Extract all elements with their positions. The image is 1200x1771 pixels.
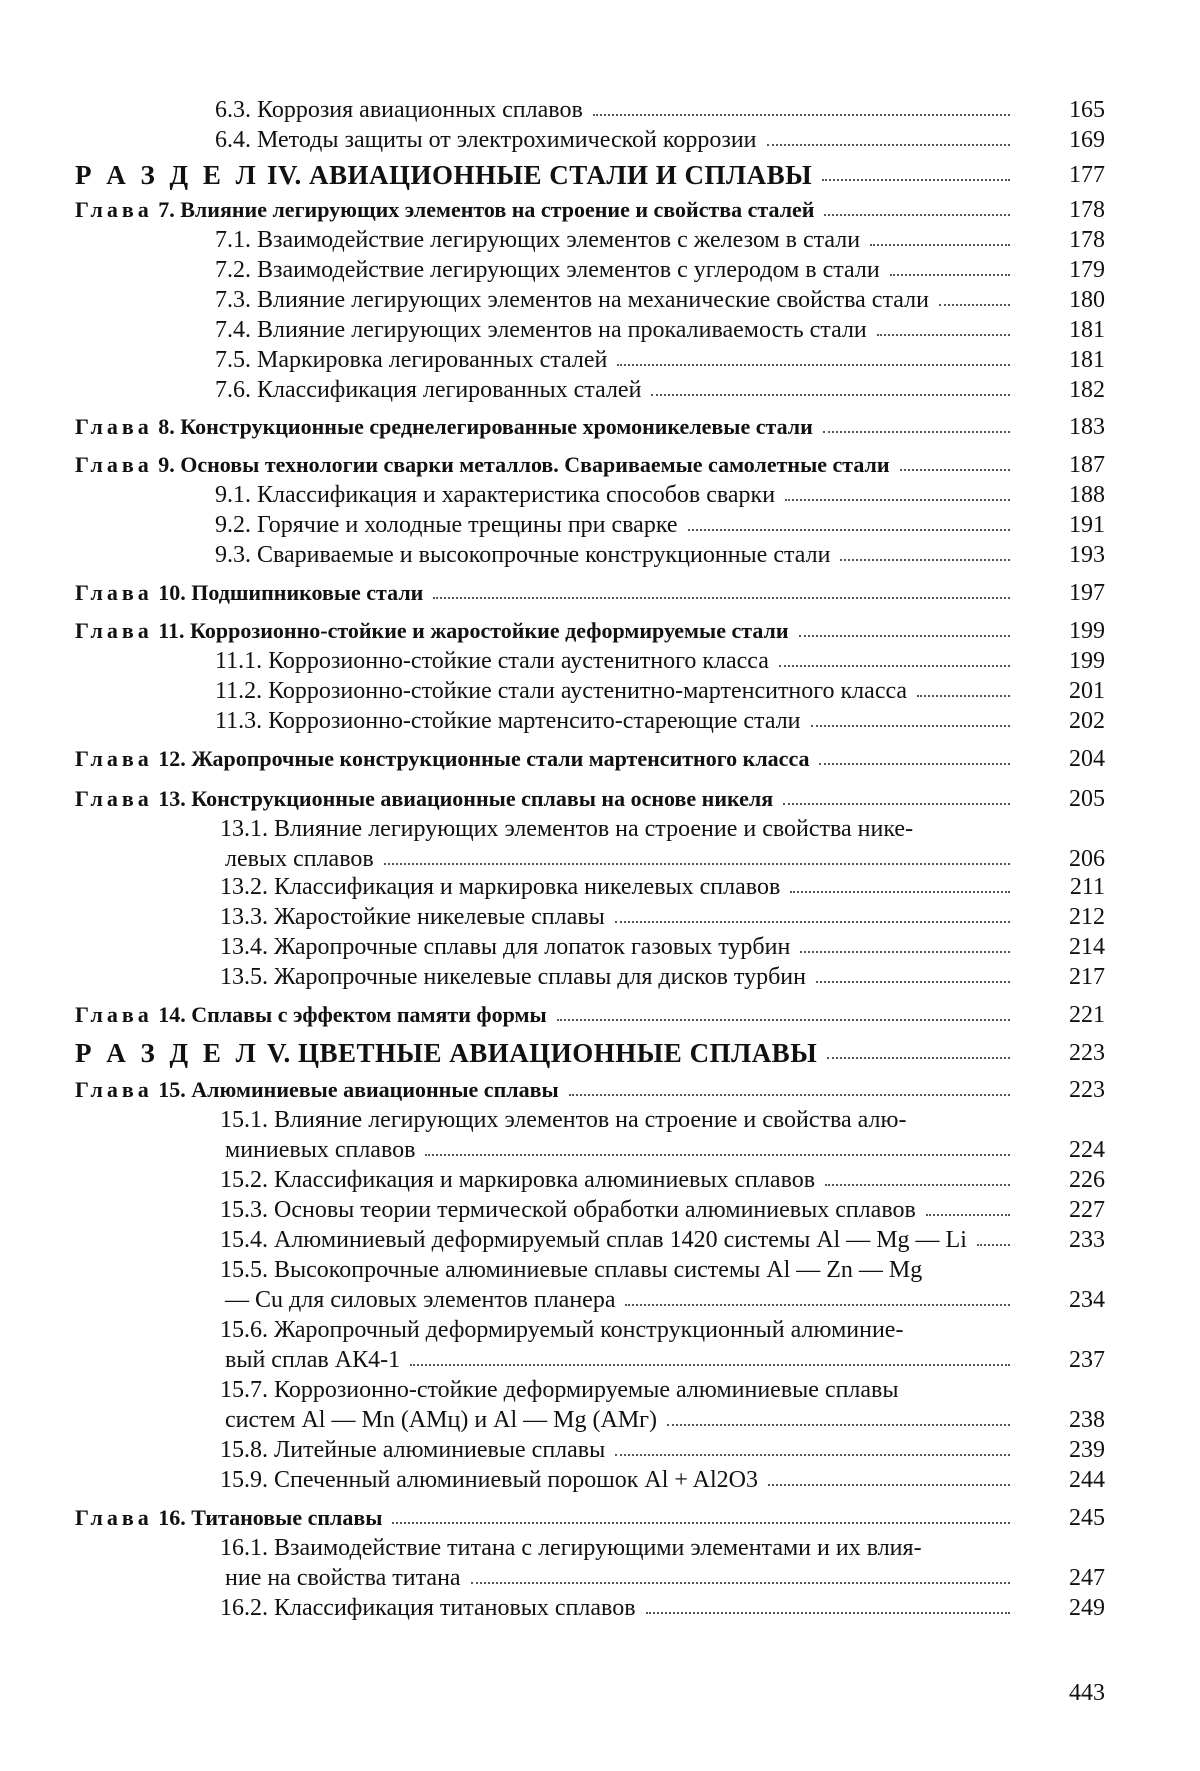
toc-entry-number: 9.2. [215,512,251,538]
toc-entry-text: Классификация титановых сплавов [274,1595,636,1621]
section-label: Р А З Д Е Л [75,160,260,190]
toc-entry[interactable] [0,1225,1200,1255]
toc-entry[interactable] [0,1405,1200,1435]
toc-entry-page: 237 [1069,1347,1105,1373]
dot-leader [811,725,1010,727]
toc-entry-title [75,412,813,442]
toc-entry-page: 181 [1069,317,1105,343]
toc-entry-title [220,1195,916,1225]
dot-leader [900,469,1010,471]
toc-entry-page: 193 [1069,542,1105,568]
toc-entry-text: Влияние легирующих элементов на строение и свойства сталей [180,197,815,222]
toc-entry-page: 214 [1069,934,1105,960]
toc-entry-page: 201 [1069,678,1105,704]
dot-leader [870,244,1010,246]
dot-leader [917,695,1010,697]
toc-entry-page: 238 [1069,1407,1105,1433]
toc-entry[interactable] [0,345,1200,375]
chapter-label: Глава [75,414,153,439]
dot-leader [840,559,1010,561]
toc-entry-number: 7.4. [215,317,251,343]
toc-entry-page: 223 [1069,1077,1105,1103]
dot-leader [593,114,1010,116]
toc-entry[interactable] [0,1255,1200,1285]
toc-entry[interactable] [0,744,1200,774]
dot-leader [926,1214,1010,1216]
toc-entry-text: Титановые сплавы [191,1505,383,1530]
toc-entry-page: 226 [1069,1167,1105,1193]
toc-entry-page: 187 [1069,452,1105,478]
toc-entry-title [225,844,374,874]
dot-leader [471,1582,1010,1584]
toc-entry-text: Горячие и холодные трещины при сварке [257,512,678,538]
dot-leader [790,891,1010,893]
toc-entry[interactable] [0,95,1200,125]
toc-entry-page: 233 [1069,1227,1105,1253]
toc-entry[interactable] [0,1135,1200,1165]
toc-entry-number: IV. [266,160,302,190]
toc-entry-number: 12. [158,746,186,771]
toc-entry-number: 15.8. [220,1437,268,1463]
toc-entry-text: миниевых сплавов [225,1137,416,1163]
toc-entry[interactable] [0,932,1200,962]
toc-entry-page: 178 [1069,197,1105,223]
toc-entry[interactable] [0,902,1200,932]
dot-leader [425,1154,1010,1156]
toc-entry-text: вый сплав АК4-1 [225,1347,401,1373]
toc-entry-title [75,784,773,814]
toc-entry-title [75,578,423,608]
toc-entry-page: 178 [1069,227,1105,253]
toc-entry-text: Классификация легированных сталей [257,377,642,403]
toc-entry-number: 11.2. [215,678,263,704]
toc-entry[interactable] [0,814,1200,844]
toc-entry-title [215,95,583,125]
toc-entry[interactable] [0,510,1200,540]
toc-entry-page: 227 [1069,1197,1105,1223]
toc-entry-page: 245 [1069,1505,1105,1531]
dot-leader [768,1484,1010,1486]
toc-entry-page: 211 [1069,874,1105,900]
toc-entry-page: 179 [1069,257,1105,283]
toc-entry-page: 199 [1069,648,1105,674]
toc-entry[interactable] [0,1315,1200,1345]
toc-entry-title [215,646,769,676]
toc-entry-text: Методы защиты от электрохимической коррозии [257,127,757,153]
dot-leader [783,803,1010,805]
toc-entry-title [75,195,814,225]
toc-entry[interactable] [0,125,1200,155]
toc-entry-title [225,1345,400,1375]
toc-entry-number: 13. [158,786,186,811]
toc-entry[interactable] [0,1465,1200,1495]
toc-entry[interactable] [0,160,1200,190]
toc-entry-title [220,1255,922,1285]
chapter-label: Глава [75,580,153,605]
toc-entry[interactable] [0,1285,1200,1315]
toc-entry-text: Коррозионно-стойкие и жаростойкие деформируемые стали [190,618,789,643]
toc-entry-number: 13.1. [220,816,268,842]
toc-entry-number: 7. [158,197,175,222]
toc-entry-text: Алюминиевые авиационные сплавы [191,1077,559,1102]
toc-entry-title [75,160,812,190]
dot-leader [799,635,1010,637]
toc-entry-text: Основы теории термической обработки алюминиевых сплавов [274,1197,916,1223]
toc-entry-number: 15.5. [220,1257,268,1283]
toc-entry-title [75,450,890,480]
toc-entry-number: 9.3. [215,542,251,568]
toc-entry-title [225,1135,415,1165]
toc-entry-text: Влияние легирующих элементов на механические свойства стали [257,287,929,313]
dot-leader [646,1612,1010,1614]
toc-entry-text: Высокопрочные алюминиевые сплавы системы Al — Zn — Mg [274,1257,923,1283]
toc-entry-title [220,814,913,844]
toc-entry-title [220,1375,899,1405]
toc-entry-text: Классификация и маркировка никелевых сплавов [274,874,781,900]
toc-entry-page: 249 [1069,1595,1105,1621]
chapter-label: Глава [75,452,153,477]
toc-entry[interactable] [0,1593,1200,1623]
toc-entry[interactable] [0,225,1200,255]
toc-entry-text: Спеченный алюминиевый порошок Al + Al2O3 [274,1467,758,1493]
toc-entry-number: 6.3. [215,97,251,123]
toc-entry-title [220,902,605,932]
toc-entry-page: 244 [1069,1467,1105,1493]
toc-entry-page: 182 [1069,377,1105,403]
toc-entry-title [220,872,780,902]
chapter-label: Глава [75,746,153,771]
toc-entry-number: 7.6. [215,377,251,403]
toc-entry-page: 165 [1069,97,1105,123]
toc-entry-number: V. [266,1038,291,1068]
toc-entry[interactable] [0,844,1200,874]
toc-entry-text: Свариваемые и высокопрочные конструкционные стали [257,542,831,568]
page-number: 443 [1069,1680,1105,1706]
toc-entry-text: Конструкционные авиационные сплавы на основе никеля [191,786,774,811]
toc-entry-text: АВИАЦИОННЫЕ СТАЛИ И СПЛАВЫ [308,160,813,190]
toc-entry-number: 15. [158,1077,186,1102]
toc-entry-text: Жаростойкие никелевые сплавы [274,904,605,930]
toc-entry-number: 16. [158,1505,186,1530]
toc-entry-text: Жаропрочный деформируемый конструкционный алюминие- [274,1317,904,1343]
toc-entry[interactable] [0,872,1200,902]
toc-entry-title [215,315,867,345]
toc-entry-text: Влияние легирующих элементов на строение и свойства нике- [274,816,914,842]
dot-leader [615,921,1010,923]
dot-leader [433,597,1010,599]
toc-entry-number: 11.3. [215,708,263,734]
dot-leader [557,1019,1010,1021]
toc-entry-page: 247 [1069,1565,1105,1591]
toc-entry-title [220,1315,903,1345]
toc-entry[interactable] [0,1345,1200,1375]
chapter-label: Глава [75,1002,153,1027]
toc-entry-title [220,1225,967,1255]
toc-entry-title [220,1533,922,1563]
toc-entry[interactable] [0,1000,1200,1030]
toc-entry[interactable] [0,1533,1200,1563]
toc-entry-number: 7.5. [215,347,251,373]
chapter-label: Глава [75,618,153,643]
dot-leader [785,499,1010,501]
toc-entry-text: ЦВЕТНЫЕ АВИАЦИОННЫЕ СПЛАВЫ [297,1038,818,1068]
toc-entry-text: левых сплавов [225,846,374,872]
toc-entry[interactable] [0,1563,1200,1593]
toc-entry-number: 16.1. [220,1535,268,1561]
toc-entry[interactable] [0,1075,1200,1105]
toc-entry-title [225,1285,615,1315]
toc-entry-title [220,1105,906,1135]
toc-entry-page: 197 [1069,580,1105,606]
toc-entry-text: Основы технологии сварки металлов. Свариваемые самолетные стали [180,452,890,477]
toc-entry-text: Литейные алюминиевые сплавы [274,1437,606,1463]
toc-entry-page: 169 [1069,127,1105,153]
toc-entry-text: Коррозионно-стойкие стали аустенитного класса [268,648,769,674]
dot-leader [825,1184,1010,1186]
section-label: Р А З Д Е Л [75,1038,260,1068]
toc-entry-title [215,676,907,706]
toc-entry[interactable] [0,315,1200,345]
dot-leader [890,274,1010,276]
toc-entry-page: 202 [1069,708,1105,734]
dot-leader [939,304,1010,306]
toc-entry-text: Взаимодействие легирующих элементов с углеродом в стали [257,257,880,283]
toc-entry-title [75,1503,382,1533]
toc-entry-text: Маркировка легированных сталей [257,347,608,373]
dot-leader [410,1364,1010,1366]
toc-entry-text: Коррозионно-стойкие деформируемые алюминиевые сплавы [274,1377,899,1403]
toc-entry-page: 188 [1069,482,1105,508]
toc-entry[interactable] [0,1503,1200,1533]
toc-entry-text: Коррозионно-стойкие мартенсито-стареющие стали [268,708,801,734]
toc-entry-number: 9. [158,452,175,477]
toc-entry-text: Жаропрочные никелевые сплавы для дисков турбин [274,964,806,990]
toc-entry-title [215,225,860,255]
toc-entry-number: 15.1. [220,1107,268,1133]
toc-entry-number: 15.2. [220,1167,268,1193]
dot-leader [688,529,1010,531]
toc-entry-title [75,616,789,646]
toc-entry-page: 234 [1069,1287,1105,1313]
toc-entry-number: 8. [158,414,175,439]
toc-entry-number: 6.4. [215,127,251,153]
toc-entry-number: 13.4. [220,934,268,960]
toc-entry[interactable] [0,646,1200,676]
dot-leader [816,981,1010,983]
toc-entry-title [220,1165,815,1195]
toc-entry[interactable] [0,480,1200,510]
toc-entry[interactable] [0,578,1200,608]
toc-entry-page: 221 [1069,1002,1105,1028]
toc-entry-page: 183 [1069,414,1105,440]
toc-entry-title [215,706,801,736]
dot-leader [667,1424,1010,1426]
toc-entry-text: Жаропрочные сплавы для лопаток газовых турбин [274,934,791,960]
dot-leader [824,214,1010,216]
toc-entry[interactable] [0,412,1200,442]
toc-entry-title [225,1563,461,1593]
toc-entry-text: Коррозионно-стойкие стали аустенитно-мартенситного класса [268,678,908,704]
toc-entry-title [215,510,678,540]
toc-entry-page: 199 [1069,618,1105,644]
toc-entry-text: Влияние легирующих элементов на строение и свойства алю- [274,1107,907,1133]
toc-entry-page: 224 [1069,1137,1105,1163]
toc-entry-text: Взаимодействие легирующих элементов с железом в стали [257,227,861,253]
toc-entry-number: 15.9. [220,1467,268,1493]
toc-entry-number: 13.2. [220,874,268,900]
toc-entry[interactable] [0,1038,1200,1068]
dot-leader [569,1094,1010,1096]
toc-entry-page: 239 [1069,1437,1105,1463]
toc-entry-page: 223 [1069,1040,1105,1066]
toc-entry-text: Взаимодействие титана с легирующими элементами и их влия- [274,1535,922,1561]
toc-entry-text: — Cu для силовых элементов планера [225,1287,616,1313]
dot-leader [392,1522,1010,1524]
toc-entry-text: Жаропрочные конструкционные стали мартенситного класса [191,746,810,771]
toc-entry-text: Классификация и характеристика способов сварки [257,482,776,508]
toc-entry-number: 7.2. [215,257,251,283]
toc-entry-page: 205 [1069,786,1105,812]
toc-entry-number: 11. [158,618,185,643]
toc-entry[interactable] [0,706,1200,736]
toc-entry[interactable] [0,1435,1200,1465]
toc-entry-page: 177 [1069,162,1105,188]
toc-entry-title [215,255,880,285]
toc-entry-number: 13.5. [220,964,268,990]
toc-entry-text: Подшипниковые стали [191,580,424,605]
toc-entry[interactable] [0,1375,1200,1405]
toc-entry-page: 204 [1069,746,1105,772]
toc-entry-title [215,375,641,405]
toc-entry-number: 14. [158,1002,186,1027]
toc-entry-number: 9.1. [215,482,251,508]
toc-entry[interactable] [0,195,1200,225]
toc-entry-title [215,480,775,510]
dot-leader [977,1244,1010,1246]
toc-entry[interactable] [0,1195,1200,1225]
toc-entry-text: ние на свойства титана [225,1565,461,1591]
toc-entry[interactable] [0,676,1200,706]
toc-entry-title [215,540,830,570]
dot-leader [819,763,1010,765]
toc-entry-page: 191 [1069,512,1105,538]
toc-entry-number: 16.2. [220,1595,268,1621]
toc-entry[interactable] [0,784,1200,814]
toc-entry[interactable] [0,1165,1200,1195]
toc-entry-text: Коррозия авиационных сплавов [257,97,583,123]
toc-entry-page: 206 [1069,846,1105,872]
toc-entry-title [220,1593,636,1623]
toc-entry-number: 7.3. [215,287,251,313]
toc-entry-title [75,1000,547,1030]
chapter-label: Глава [75,197,153,222]
dot-leader [615,1454,1010,1456]
toc-entry[interactable] [0,285,1200,315]
toc-entry-number: 15.3. [220,1197,268,1223]
toc-entry[interactable] [0,962,1200,992]
toc-entry-number: 15.6. [220,1317,268,1343]
toc-entry-text: Сплавы с эффектом памяти формы [191,1002,547,1027]
toc-entry[interactable] [0,616,1200,646]
toc-entry-page: 181 [1069,347,1105,373]
dot-leader [617,364,1010,366]
dot-leader [651,394,1010,396]
toc-entry-page: 212 [1069,904,1105,930]
toc-entry-page: 217 [1069,964,1105,990]
toc-entry-title [225,1405,657,1435]
toc-entry[interactable] [0,1105,1200,1135]
toc-entry-text: Влияние легирующих элементов на прокаливаемость стали [257,317,867,343]
toc-entry-title [215,345,607,375]
chapter-label: Глава [75,1077,153,1102]
dot-leader [625,1304,1010,1306]
chapter-label: Глава [75,786,153,811]
toc-entry-text: Классификация и маркировка алюминиевых сплавов [274,1167,816,1193]
toc-entry-title [220,962,806,992]
dot-leader [823,431,1010,433]
dot-leader [767,144,1010,146]
toc-entry-text: систем Al — Mn (АМц) и Al — Mg (АМг) [225,1407,657,1433]
dot-leader [822,179,1010,181]
toc-entry-number: 10. [158,580,186,605]
toc-entry-page: 180 [1069,287,1105,313]
toc-entry-title [215,285,929,315]
toc-entry-number: 13.3. [220,904,268,930]
dot-leader [800,951,1010,953]
toc-entry-text: Конструкционные среднелегированные хромоникелевые стали [180,414,813,439]
toc-entry-title [220,932,790,962]
toc-entry[interactable] [0,375,1200,405]
toc-entry-number: 11.1. [215,648,263,674]
toc-entry[interactable] [0,540,1200,570]
toc-entry-number: 15.4. [220,1227,268,1253]
toc-entry-title [75,1038,817,1068]
dot-leader [779,665,1010,667]
toc-entry-title [215,125,757,155]
toc-entry-title [75,1075,559,1105]
toc-entry-number: 7.1. [215,227,251,253]
toc-entry-title [220,1465,758,1495]
toc-entry-title [75,744,809,774]
dot-leader [877,334,1010,336]
dot-leader [827,1057,1010,1059]
toc-entry-title [220,1435,605,1465]
toc-entry[interactable] [0,450,1200,480]
toc-entry[interactable] [0,255,1200,285]
toc-entry-number: 15.7. [220,1377,268,1403]
dot-leader [384,863,1010,865]
chapter-label: Глава [75,1505,153,1530]
toc-entry-text: Алюминиевый деформируемый сплав 1420 системы Al — Mg — Li [274,1227,967,1253]
